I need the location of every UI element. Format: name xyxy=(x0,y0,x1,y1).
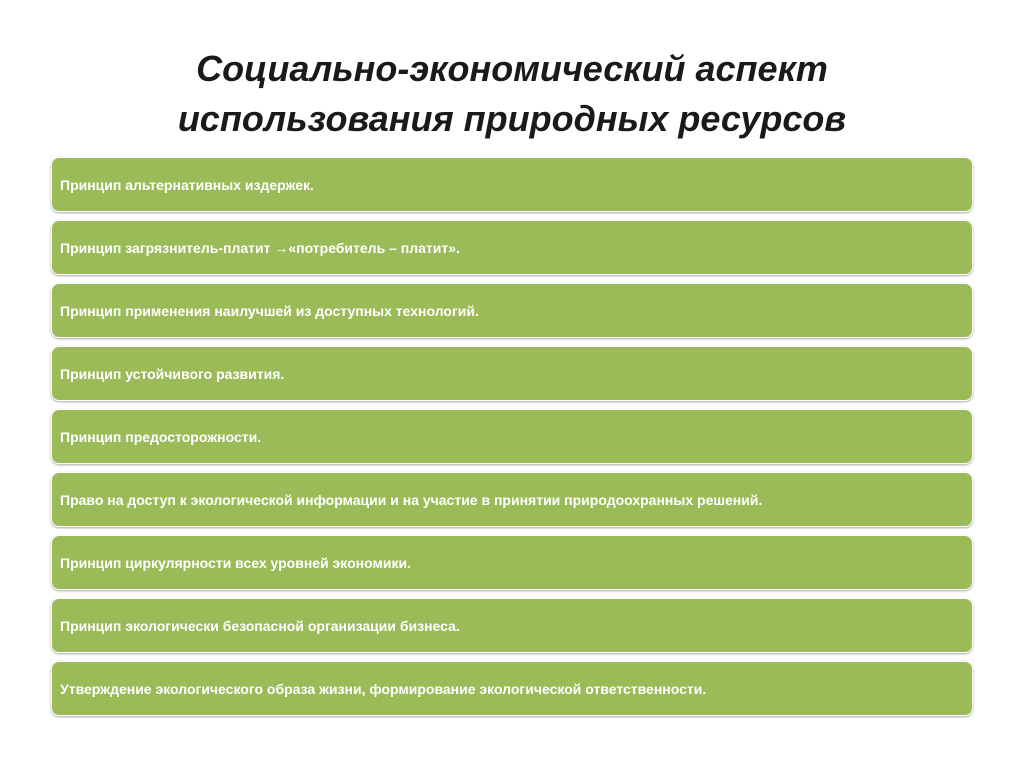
list-item: Принцип альтернативных издержек. xyxy=(51,157,973,212)
list-item: Принцип экологически безопасной организации бизнеса. xyxy=(51,598,973,653)
principles-list xyxy=(51,157,973,724)
slide-title-line-1: Социально-экономический аспект xyxy=(196,48,828,89)
list-item: Принцип устойчивого развития. xyxy=(51,346,973,401)
list-item: Принцип циркулярности всех уровней экономики. xyxy=(51,535,973,590)
list-item: Принцип применения наилучшей из доступных технологий. xyxy=(51,283,973,338)
list-item: Принцип предосторожности. xyxy=(51,409,973,464)
slide-title xyxy=(60,44,964,144)
list-item: Право на доступ к экологической информации и на участие в принятии природоохранных решений. xyxy=(51,472,973,527)
list-item: Принцип загрязнитель-платит →«потребитель – платит». xyxy=(51,220,973,275)
slide-title-line-2: использования природных ресурсов xyxy=(177,98,847,139)
list-item: Утверждение экологического образа жизни, формирование экологической ответственности. xyxy=(51,661,973,716)
